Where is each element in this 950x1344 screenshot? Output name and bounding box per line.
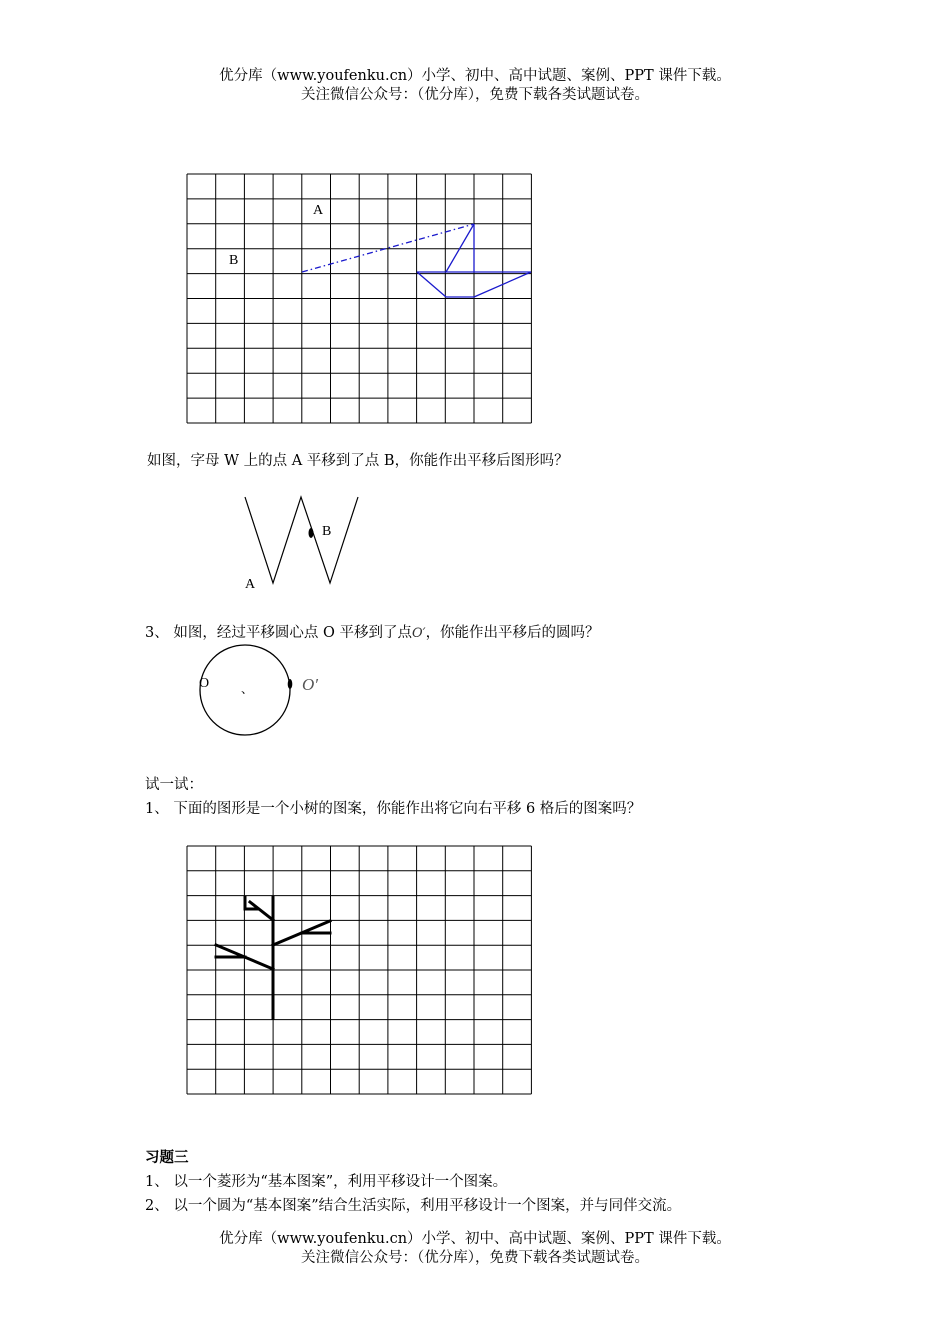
question-3-text — [145, 623, 600, 644]
header-line-2: 关注微信公众号：（优分库），免费下载各类试题试卷。 — [301, 87, 649, 103]
circle-label-o-prime: O′ — [302, 675, 318, 694]
tree-figure — [216, 897, 330, 1018]
point-b-dot — [309, 528, 314, 538]
header-line-1: 优分库（www.youfenku.cn）小学、初中、高中试题、案例、PPT 课件下载。 — [219, 68, 731, 84]
w-label-b: B — [322, 524, 332, 539]
grid1-label-a: A — [313, 203, 324, 218]
circle-small-mark: 、 — [241, 682, 254, 696]
footer-line-2: 关注微信公众号：（优分库），免费下载各类试题试卷。 — [301, 1250, 649, 1266]
w-letter-shape — [245, 497, 358, 583]
circle-label-o: O — [199, 676, 210, 691]
grid-2 — [187, 846, 531, 1094]
tree-top-branch — [250, 902, 273, 920]
question-3-text-before: 3、 如图，经过平移圆心点 O 平移到了点 — [145, 625, 412, 641]
try-it-question-1: 1、 下面的图形是一个小树的图案，你能作出将它向右平移 6 格后的图案吗？ — [145, 801, 642, 817]
w-label-a: A — [245, 577, 256, 592]
exercise-3-question-2: 2、 以一个圆为“基本图案”结合生活实际，利用平移设计一个图案，并与同伴交流。 — [145, 1198, 682, 1214]
page-footer — [0, 1230, 950, 1268]
grid1-label-b: B — [229, 253, 239, 268]
grid-1 — [187, 174, 531, 423]
question-w-text: 如图，字母 W 上的点 A 平移到了点 B，你能作出平移后图形吗？ — [147, 453, 569, 469]
exercise-3-question-1: 1、 以一个菱形为“基本图案”，利用平移设计一个图案。 — [145, 1174, 508, 1190]
footer-line-1: 优分库（www.youfenku.cn）小学、初中、高中试题、案例、PPT 课件下载。 — [219, 1231, 731, 1247]
point-o-prime-dot — [288, 679, 293, 689]
exercise-3-title: 习题三 — [145, 1149, 189, 1166]
question-3-o-prime: O′ — [411, 626, 426, 641]
w-letter-figure — [245, 497, 358, 583]
boat-hull-left — [417, 272, 446, 297]
try-it-title: 试一试： — [145, 777, 203, 793]
question-3-text-after: ，你能作出平移后的圆吗？ — [425, 625, 600, 641]
